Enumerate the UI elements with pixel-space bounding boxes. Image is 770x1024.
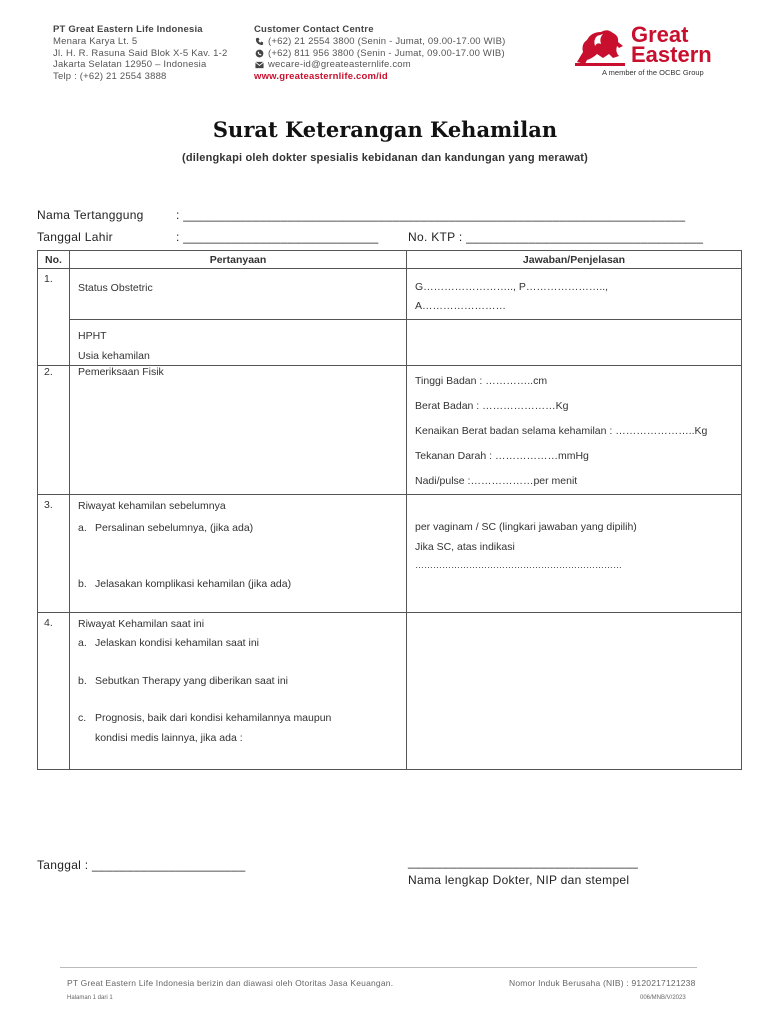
contact-title: Customer Contact Centre <box>254 24 374 35</box>
therapy-question: b. Sebutkan Therapy yang diberikan saat ini <box>78 675 289 687</box>
row-number: 3. <box>38 495 70 613</box>
table-row <box>38 613 742 770</box>
sc-indication-answer: Jika SC, atas indikasi <box>415 541 515 553</box>
gp-answer: G…………………….., P………………….., <box>415 281 609 293</box>
delivery-method-answer: per vaginam / SC (lingkari jawaban yang dipilih) <box>415 521 637 533</box>
a-answer: A…………………… <box>415 300 507 312</box>
company-info <box>53 24 227 83</box>
footer-nib: Nomor Induk Berusaha (NIB) : 9120217121238 <box>509 978 696 988</box>
current-condition-question: a. Jelaskan kondisi kehamilan saat ini <box>78 637 260 649</box>
document-subtitle: (dilengkapi oleh dokter spesialis kebidanan dan kandungan yang merawat) <box>181 152 589 164</box>
document-title: Surat Keterangan Kehamilan <box>212 117 558 142</box>
contact-email[interactable]: wecare-id@greateasternlife.com <box>268 59 411 71</box>
date-field[interactable]: Tanggal : ______________________ <box>37 858 246 872</box>
table-row <box>38 495 742 613</box>
footer-divider <box>60 967 697 968</box>
doctor-name-label: Nama lengkap Dokter, NIP dan stempel <box>408 873 630 887</box>
physical-exam-label: Pemeriksaan Fisik <box>78 366 164 378</box>
status-obstetric-label: Status Obstetric <box>78 282 153 294</box>
weight-answer: Berat Badan : …………………Kg <box>415 399 569 412</box>
birth-date-field[interactable]: : ____________________________ <box>176 230 379 244</box>
question-cell <box>70 613 407 770</box>
footer-form-code: 006/MNB/V/2023 <box>640 995 686 1001</box>
answer-cell[interactable] <box>407 366 742 495</box>
table-row <box>38 320 742 366</box>
answer-cell[interactable] <box>407 269 742 320</box>
answer-cell[interactable] <box>407 320 742 366</box>
weight-gain-answer: Kenaikan Berat badan selama kehamilan : …………………..Kg <box>415 424 708 437</box>
complication-question: b. Jelasakan komplikasi kehamilan (jika ada) <box>78 578 292 590</box>
ktp-number-field[interactable]: __________________________________ <box>466 230 704 244</box>
previous-delivery-question: a. Persalinan sebelumnya, (jika ada) <box>78 522 254 534</box>
whatsapp-icon <box>254 48 264 58</box>
header-answer: Jawaban/Penjelasan <box>407 251 742 269</box>
prognosis-question: c. Prognosis, baik dari kondisi kehamilannya maupun <box>78 712 332 724</box>
question-cell <box>70 269 407 320</box>
company-phone: Telp : (+62) 21 2554 3888 <box>53 71 167 83</box>
prognosis-question-cont: kondisi medis lainnya, jika ada : <box>95 732 243 744</box>
question-cell <box>70 366 407 495</box>
sc-indication-dots: …………………………………………………………… <box>415 560 622 570</box>
questionnaire-table <box>37 250 742 770</box>
header-no: No. <box>38 251 70 269</box>
question-cell <box>70 320 407 366</box>
hpht-label: HPHT <box>78 330 107 342</box>
table-header-row <box>38 251 742 269</box>
logo-tagline: A member of the OCBC Group <box>602 68 704 77</box>
contact-phone: (+62) 21 2554 3800 (Senin - Jumat, 09.00-17.00 WIB) <box>268 35 506 47</box>
company-address-line: Jl. H. R. Rasuna Said Blok X-5 Kav. 1-2 <box>53 47 228 59</box>
answer-cell[interactable] <box>407 613 742 770</box>
footer-regulation: PT Great Eastern Life Indonesia berizin dan diawasi oleh Otoritas Jasa Keuangan. <box>67 978 394 988</box>
mail-icon <box>254 60 264 70</box>
header-question: Pertanyaan <box>70 251 407 269</box>
current-pregnancy-label: Riwayat Kehamilan saat ini <box>78 618 205 630</box>
logo-wordmark: Great Eastern <box>631 22 712 67</box>
table-row <box>38 366 742 495</box>
footer-page-number: Halaman 1 dari 1 <box>67 995 113 1001</box>
company-address-line: Jakarta Selatan 12950 – Indonesia <box>53 59 207 71</box>
website-link[interactable]: www.greateasternlife.com/id <box>254 71 388 83</box>
contact-centre <box>254 24 506 83</box>
row-number: 1. <box>38 269 70 366</box>
ktp-number-label: No. KTP : __________________________________ <box>408 230 704 244</box>
pulse-answer: Nadi/pulse :………………per menit <box>415 474 578 487</box>
company-name: PT Great Eastern Life Indonesia <box>53 24 203 35</box>
lion-logo-icon <box>573 24 631 68</box>
height-answer: Tinggi Badan : …………..cm <box>415 375 548 387</box>
company-address-line: Menara Karya Lt. 5 <box>53 35 138 47</box>
birth-date-label: Tanggal Lahir <box>37 230 113 244</box>
phone-icon <box>254 37 264 47</box>
insured-name-field[interactable]: : ________________________________________________________________________ <box>176 208 686 222</box>
contact-whatsapp: (+62) 811 956 3800 (Senin - Jumat, 09.00-17.00 WIB) <box>268 47 505 59</box>
blood-pressure-answer: Tekanan Darah : ………………mmHg <box>415 449 589 462</box>
row-number: 4. <box>38 613 70 770</box>
row-number: 2. <box>38 366 70 495</box>
question-cell <box>70 495 407 613</box>
signature-line[interactable]: _________________________________ <box>408 855 639 869</box>
insured-name-label: Nama Tertanggung <box>37 208 144 222</box>
answer-cell[interactable] <box>407 495 742 613</box>
gestational-age-label: Usia kehamilan <box>78 350 150 362</box>
previous-pregnancy-label: Riwayat kehamilan sebelumnya <box>78 500 226 512</box>
table-row <box>38 269 742 320</box>
